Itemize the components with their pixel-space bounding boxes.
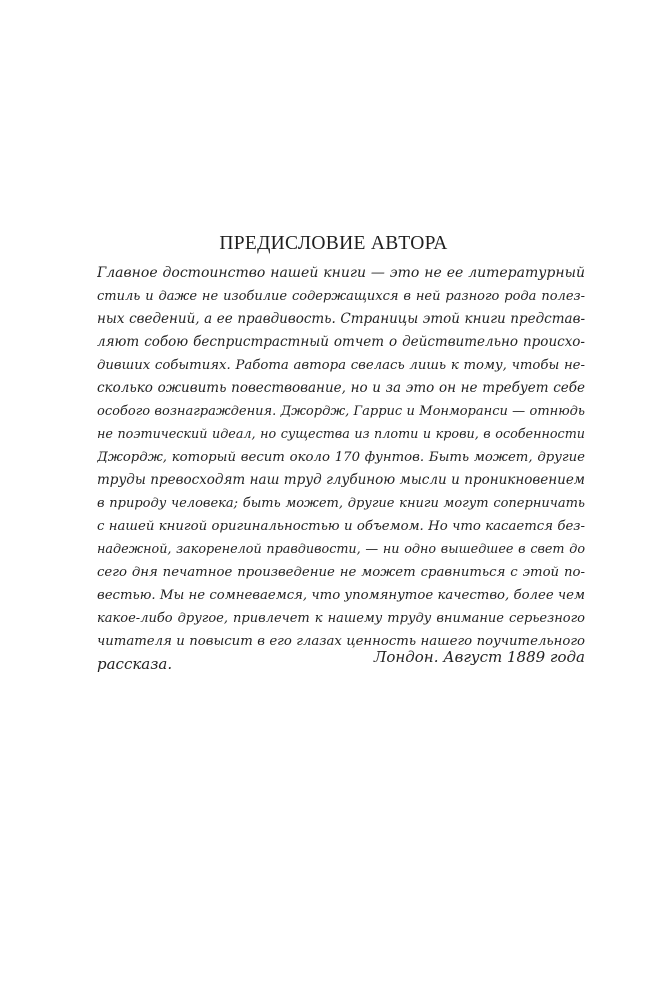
- paragraph-line: сего дня печатное произведение не может сравниться с этой по-: [97, 565, 585, 580]
- paragraph-line: рассказа.: [97, 655, 173, 673]
- paragraph-line: какое-либо другое, привлечет к нашему труду внимание серьезного: [97, 611, 585, 626]
- paragraph-line: ляют собою беспристрастный отчет о действительно происхо-: [97, 334, 585, 350]
- preface-paragraph: [97, 262, 585, 676]
- signature-place-date: Лондон. Август 1889 года: [373, 648, 585, 666]
- paragraph-line: стиль и даже не изобилие содержащихся в ней разного рода полез-: [97, 289, 585, 304]
- paragraph-line: сколько оживить повествование, но и за это он не требует себе: [97, 380, 585, 396]
- page-title: ПРЕДИСЛОВИЕ АВТОРА: [219, 233, 448, 254]
- paragraph-line: труды превосходят наш труд глубиною мысли и проникновением: [97, 472, 585, 488]
- paragraph-line: с нашей книгой оригинальностью и объемом. Но что касается без-: [97, 519, 585, 534]
- paragraph-line: надежной, закоренелой правдивости, — ни одно вышедшее в свет до: [97, 542, 585, 557]
- paragraph-line: ных сведений, а ее правдивость. Страницы этой книги представ-: [97, 311, 585, 327]
- paragraph-line: в природу человека; быть может, другие книги могут соперничать: [97, 496, 585, 511]
- paragraph-line: особого вознаграждения. Джордж, Гаррис и Монморанси — отнюдь: [97, 404, 585, 419]
- paragraph-line: вестью. Мы не сомневаемся, что упомянутое качество, более чем: [97, 588, 585, 603]
- paragraph-line: Джордж, который весит около 170 фунтов. Быть может, другие: [97, 450, 585, 465]
- paragraph-line: читателя и повысит в его глазах ценность нашего поучительного: [97, 634, 585, 649]
- paragraph-line: дивших событиях. Работа автора свелась лишь к тому, чтобы не-: [97, 358, 585, 373]
- paragraph-line: Главное достоинство нашей книги — это не ее литературный: [97, 265, 585, 281]
- paragraph-line: не поэтический идеал, но существа из плоти и крови, в особенности: [97, 427, 585, 442]
